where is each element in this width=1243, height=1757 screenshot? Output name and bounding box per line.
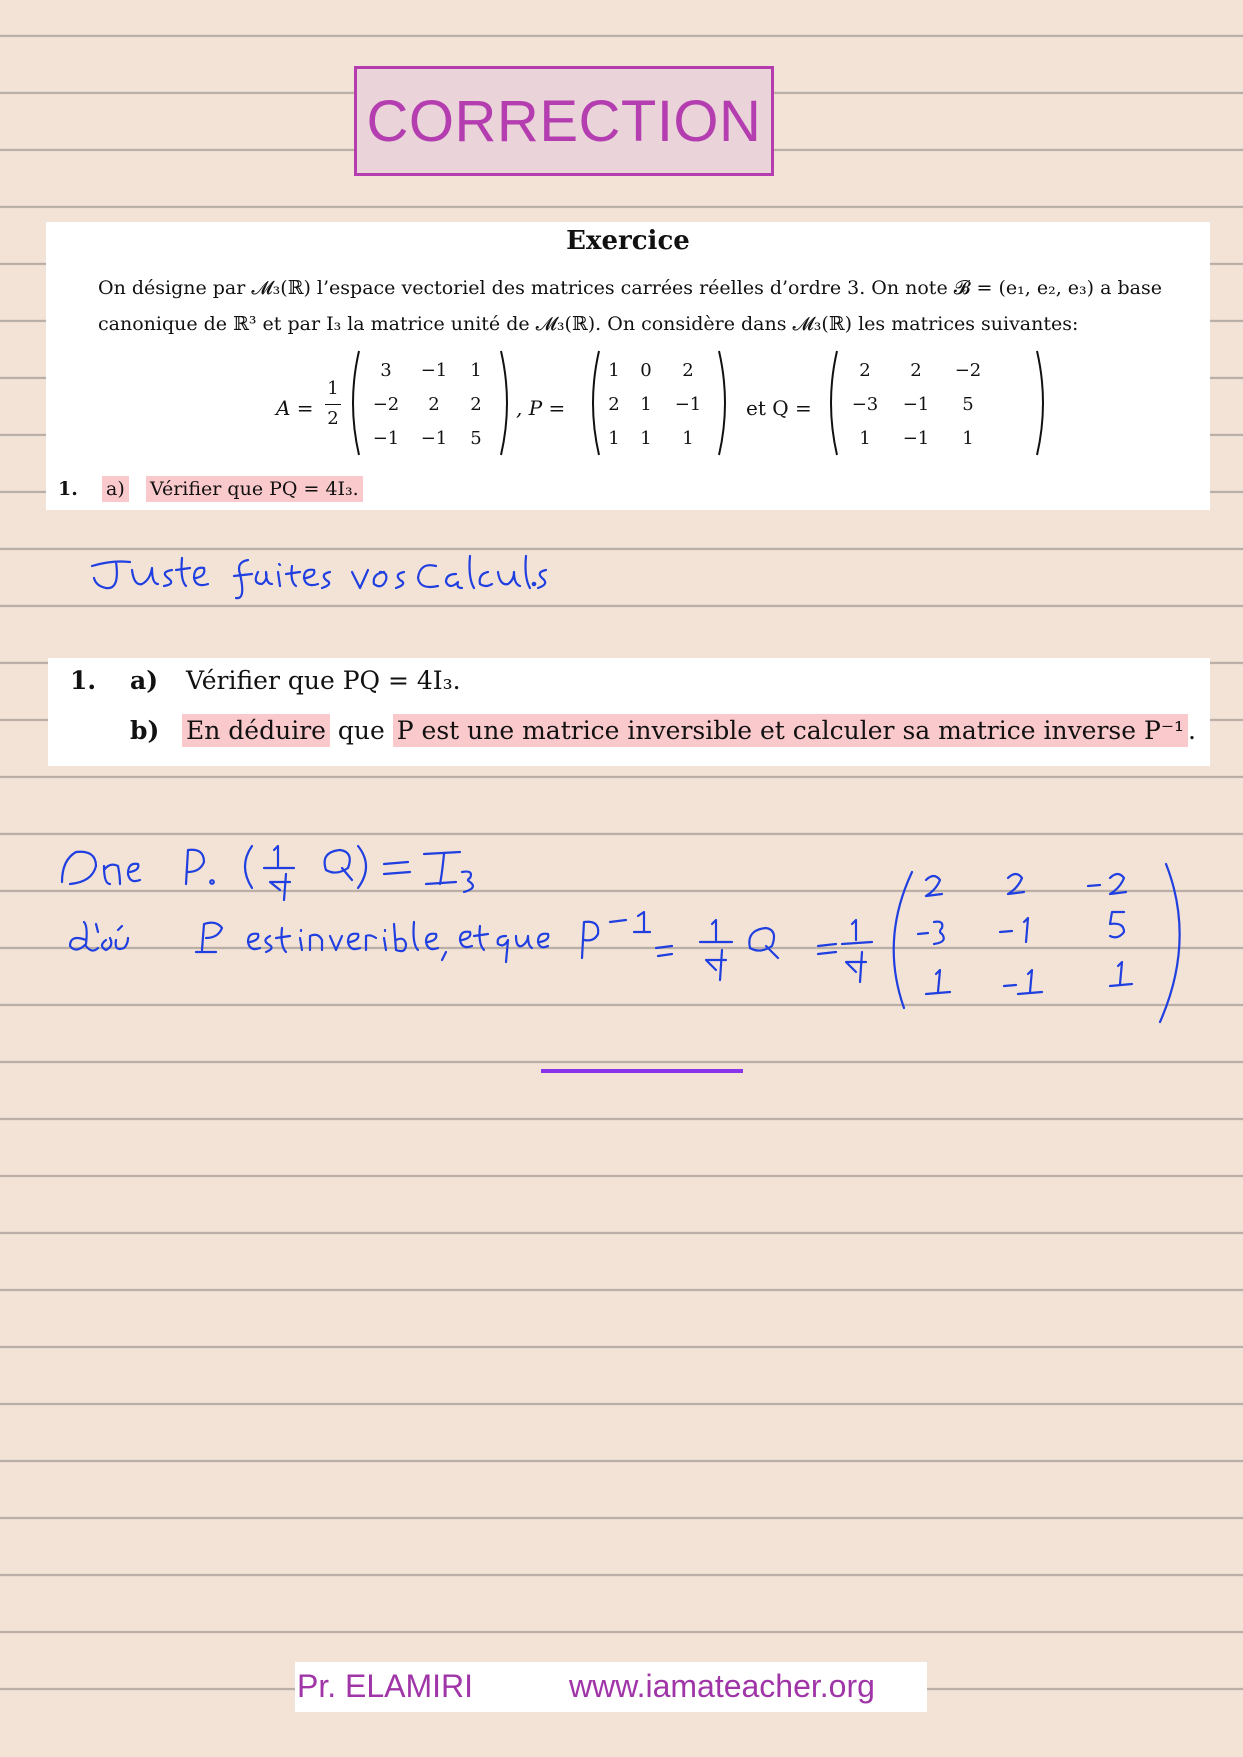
matrix-a-cell: −2 xyxy=(372,394,400,415)
matrix-q-cell: 2 xyxy=(859,360,871,381)
question-b-label: b) xyxy=(130,716,160,745)
question-a-label: a) xyxy=(102,476,129,502)
question-b-highlight: P est une matrice inversible et calculer sa matrice inverse P⁻¹ xyxy=(393,714,1188,747)
correction-title: CORRECTION xyxy=(366,88,762,154)
matrix-a-cell: 3 xyxy=(380,360,392,381)
matrix-a-name: A = xyxy=(276,396,314,420)
statement-line-1: On désigne par 𝓜₃(ℝ) l’espace vectoriel des matrices carrées réelles d’ordre 3. On note 𝓑 = (e₁, e₂, e₃) a base xyxy=(98,277,1162,299)
matrix-p-name: , P = xyxy=(516,396,566,420)
matrix-q-cell: −1 xyxy=(902,394,930,415)
matrix-p-cell: −1 xyxy=(674,394,702,415)
question-b-connector: que xyxy=(329,716,393,745)
question-a-label: a) xyxy=(130,666,159,695)
matrix-p-cell: 1 xyxy=(640,428,652,449)
matrix-p-cell: 2 xyxy=(682,360,694,381)
matrix-p-cell: 2 xyxy=(608,394,620,415)
matrix-a-cell: −1 xyxy=(372,428,400,449)
footer-website[interactable]: www.iamateacher.org xyxy=(569,1668,875,1704)
matrix-p-cell: 1 xyxy=(608,360,620,381)
matrix-a-cell: 5 xyxy=(470,428,482,449)
matrix-a-coef-den: 2 xyxy=(327,408,339,429)
matrix-q-cell: −2 xyxy=(954,360,982,381)
matrix-q-name: et Q = xyxy=(746,396,812,420)
question-b-end: . xyxy=(1188,716,1196,745)
matrix-a-cell: −1 xyxy=(420,360,448,381)
exercise-heading: Exercice xyxy=(566,226,690,256)
question-b-highlight: En déduire xyxy=(182,714,330,747)
matrix-q-cell: 2 xyxy=(910,360,922,381)
matrix-q-cell: −3 xyxy=(851,394,879,415)
footer-author: Pr. ELAMIRI xyxy=(297,1668,474,1704)
matrix-p-cell: 1 xyxy=(608,428,620,449)
statement-line-2: canonique de ℝ³ et par I₃ la matrice unité de 𝓜₃(ℝ). On considère dans 𝓜₃(ℝ) les matrices suivantes: xyxy=(98,313,1079,335)
matrix-a-cell: 1 xyxy=(470,360,482,381)
question-a-text: Vérifier que PQ = 4I₃. xyxy=(146,476,363,502)
matrix-a-cell: −1 xyxy=(420,428,448,449)
question-number: 1. xyxy=(70,666,97,695)
matrix-a-coef-num: 1 xyxy=(327,378,339,399)
footer xyxy=(295,1662,927,1712)
matrix-p-cell: 0 xyxy=(640,360,652,381)
matrix-p-cell: 1 xyxy=(640,394,652,415)
matrix-a-cell: 2 xyxy=(428,394,440,415)
matrix-a-cell: 2 xyxy=(470,394,482,415)
matrix-q-cell: 1 xyxy=(962,428,974,449)
separator-rule xyxy=(541,1069,743,1073)
question-number: 1. xyxy=(58,478,78,500)
matrix-p-cell: 1 xyxy=(682,428,694,449)
matrix-q-cell: 1 xyxy=(859,428,871,449)
matrix-q-cell: 5 xyxy=(962,394,974,415)
matrix-q-cell: −1 xyxy=(902,428,930,449)
question-a-text: Vérifier que PQ = 4I₃. xyxy=(186,666,461,695)
